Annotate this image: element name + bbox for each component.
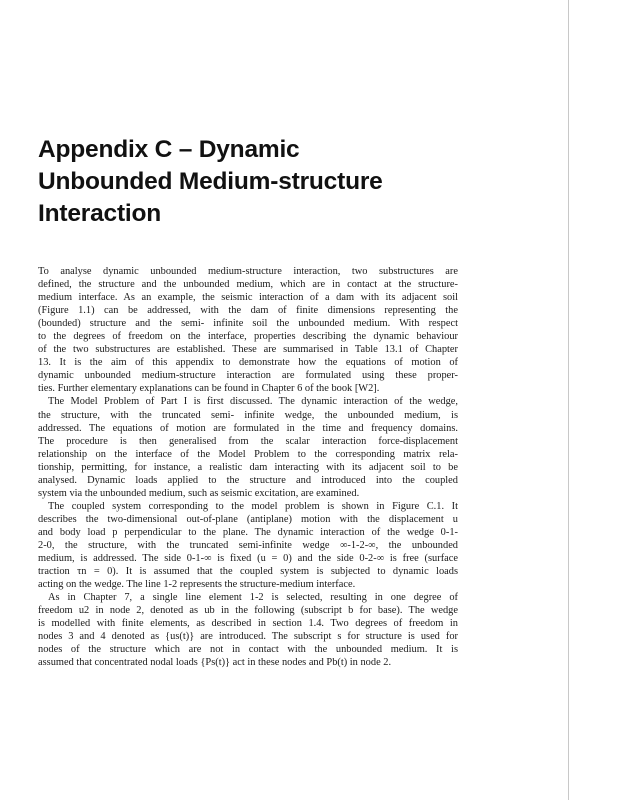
page-title — [38, 134, 538, 230]
text-line: tionship, permitting, for instance, a realistic dam interacting with its adjacent soil to be — [38, 461, 458, 473]
text-line: describes the two-dimensional out-of-plane (antiplane) motion with the displacement u — [38, 513, 458, 525]
title-line: Appendix C – Dynamic — [38, 136, 300, 163]
text-line: nodes 3 and 4 denoted as {us(t)} are introduced. The subscript s for structure is used for — [38, 631, 458, 643]
text-line: 13. It is the aim of this appendix to demonstrate how the equations of motion of — [38, 357, 458, 369]
text-line: (bounded) structure and the semi- infinite soil the unbounded medium. With respect — [38, 318, 458, 330]
text-line: 2-0, the structure, with the truncated semi-infinite wedge ∞-1-2-∞, the unbounded — [38, 539, 458, 551]
text-line: The Model Problem of Part I is first discussed. The dynamic interaction of the wedge, — [48, 396, 458, 408]
text-line: (Figure 1.1) can be addressed, with the dam of finite dimensions representing the — [38, 305, 458, 317]
title-line: Interaction — [38, 200, 162, 227]
text-line: is modelled with finite elements, as described in section 1.4. Two degrees of freedom in — [38, 618, 458, 630]
text-line: nodes of the structure which are not in contact with the unbounded medium. It is — [38, 644, 458, 656]
body-text — [38, 265, 458, 669]
text-line: The procedure is then generalised from the scalar interaction force-displacement — [38, 435, 458, 447]
page-edge-divider — [568, 0, 569, 800]
text-line: medium, is addressed. The side 0-1-∞ is fixed (u = 0) and the side 0-2-∞ is free (surface — [38, 553, 458, 565]
text-line: defined, the structure and the unbounded medium, which are in contact at the structure- — [38, 279, 458, 291]
text-line: of the two substructures are established. These are summarised in Table 13.1 of Chapter — [38, 344, 458, 356]
text-line: ties. Further elementary explanations can be found in Chapter 6 of the book [W2]. — [38, 383, 380, 395]
text-line: system via the unbounded medium, such as seismic excitation, are examined. — [38, 487, 360, 499]
title-line: Unbounded Medium-structure — [38, 168, 383, 195]
text-line: the structure, with the truncated semi- infinite wedge, the unbounded medium, is — [38, 409, 458, 421]
text-line: acting on the wedge. The line 1-2 represents the structure-medium interface. — [38, 579, 356, 591]
text-line: traction τn = 0). It is assumed that the coupled system is subjected to dynamic loads — [38, 566, 458, 578]
text-line: freedom u2 in node 2, denoted as ub in the following (subscript b for base). The wedge — [38, 605, 458, 617]
text-line: medium interface. As an example, the seismic interaction of a dam with its adjacent soil — [38, 292, 458, 304]
text-line: to the degrees of freedom on the interface, properties describing the dynamic behaviour — [38, 331, 458, 343]
text-line: To analyse dynamic unbounded medium-structure interaction, two substructures are — [38, 266, 458, 277]
text-line: addressed. The equations of motion are formulated in the time and frequency domains. — [38, 422, 458, 434]
text-line: dynamic unbounded medium-structure interaction are formulated using these proper- — [38, 370, 458, 382]
text-line: relationship on the interface of the Model Problem to the corresponding matrix rela- — [38, 448, 458, 460]
text-line: and body load p perpendicular to the plane. The dynamic interaction of the wedge 0-1- — [38, 526, 458, 538]
text-line: The coupled system corresponding to the model problem is shown in Figure C.1. It — [48, 500, 458, 512]
text-line: assumed that concentrated nodal loads {Ps(t)} act in these nodes and Pb(t) in node 2. — [38, 657, 392, 669]
text-line: As in Chapter 7, a single line element 1-2 is selected, resulting in one degree of — [48, 592, 458, 604]
text-line: analysed. Dynamic loads applied to the structure and introduced into the coupled — [38, 474, 458, 486]
